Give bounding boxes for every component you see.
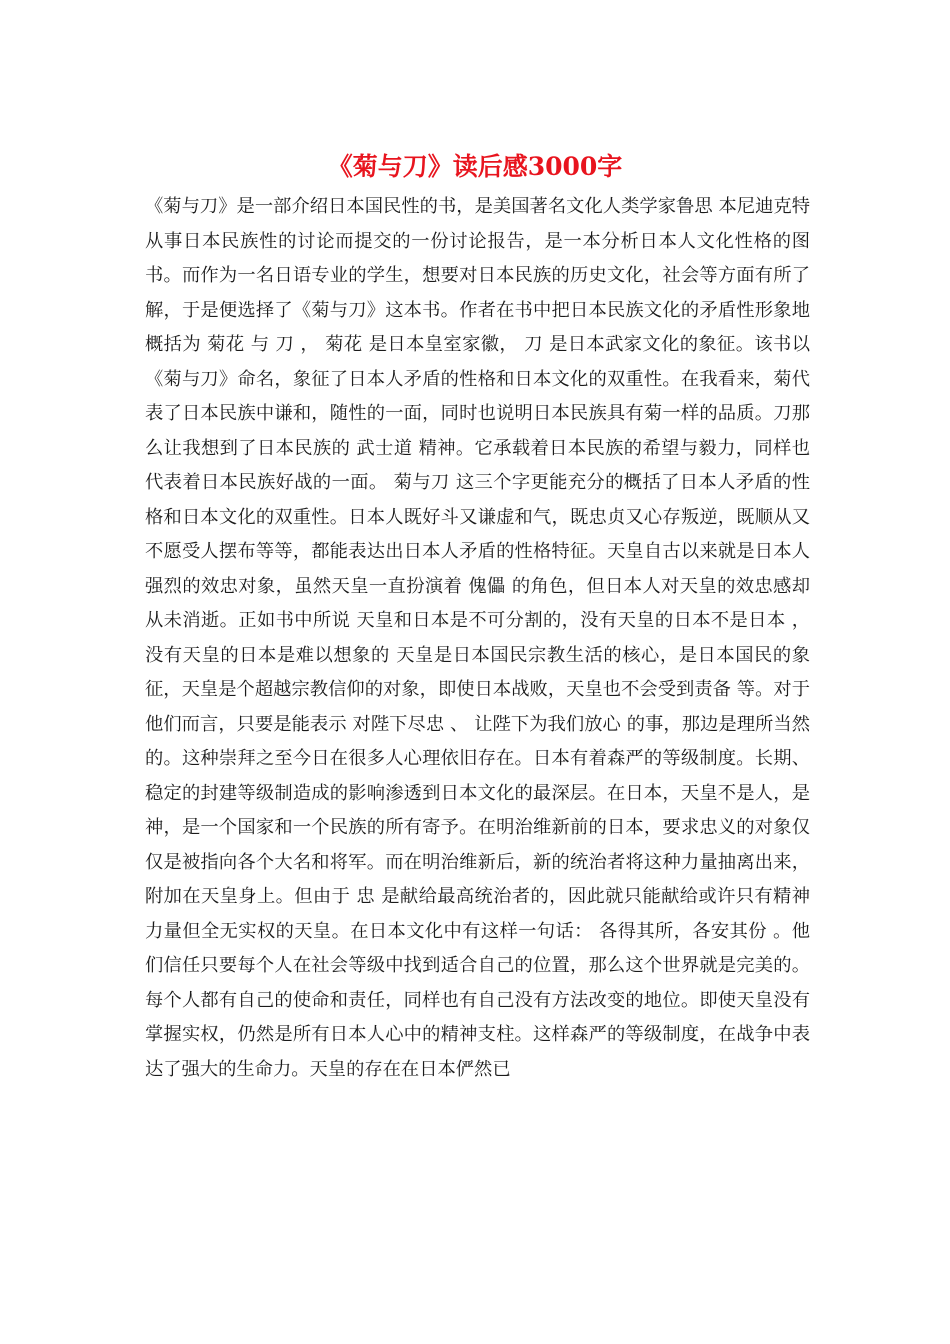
document-title: 《菊与刀》读后感3000字 <box>327 152 623 181</box>
document-body: 《菊与刀》是一部介绍日本国民性的书，是美国著名文化人类学家鲁思 本尼迪克特从事日本民族性的讨论而提交的一份讨论报告，是一本分析日本人文化性格的图书。而作为一名日语专业的学生，想要对日本民族的历史文化，社会等方面有所了解，于是便选择了《菊与刀》这本书。作者在书中把日本民族文化的矛盾性形象地概括为 菊花 与 刀 ， 菊花 是日本皇室家徽， 刀 是日本武家文化的象征。该书以《菊与刀》命名，象征了日本人矛盾的性格和日本文化的双重性。在我看来，菊代表了日本民族中谦和，随性的一面，同时也说明日本民族具有菊一样的品质。刀那么让我想到了日本民族的 武士道 精神。它承载着日本民族的希望与毅力，同样也代表着日本民族好战的一面。 菊与刀 这三个字更能充分的概括了日本人矛盾的性格和日本文化的双重性。日本人既好斗又谦虚和气，既忠贞又心存叛逆，既顺从又不愿受人摆布等等，都能表达出日本人矛盾的性格特征。天皇自古以来就是日本人强烈的效忠对象，虽然天皇一直扮演着 傀儡 的角色，但日本人对天皇的效忠感却从未消逝。正如书中所说 天皇和日本是不可分割的，没有天皇的日本不是日本 ， 没有天皇的日本是难以想象的 天皇是日本国民宗教生活的核心，是日本国民的象征，天皇是个超越宗教信仰的对象，即使日本战败，天皇也不会受到责备 等。对于他们而言，只要是能表示 对陛下尽忠 、 让陛下为我们放心 的事，那边是理所当然的。这种崇拜之至今日在很多人心理依旧存在。日本有着森严的等级制度。长期、稳定的封建等级制造成的影响渗透到日本文化的最深层。在日本，天皇不是人，是神，是一个国家和一个民族的所有寄予。在明治维新前的日本，要求忠义的对象仅仅是被指向各个大名和将军。而在明治维新后，新的统治者将这种力量抽离出来，附加在天皇身上。但由于 忠 是献给最高统治者的，因此就只能献给或许只有精神力量但全无实权的天皇。在日本文化中有这样一句话： 各得其所，各安其份 。他们信任只要每个人在社会等级中找到适合自己的位置，那么这个世界就是完美的。每个人都有自己的使命和责任，同样也有自己没有方法改变的地位。即使天皇没有掌握实权，仍然是所有日本人心中的精神支柱。这样森严的等级制度，在战争中表达了强大的生命力。天皇的存在在日本俨然已 <box>145 196 810 1080</box>
